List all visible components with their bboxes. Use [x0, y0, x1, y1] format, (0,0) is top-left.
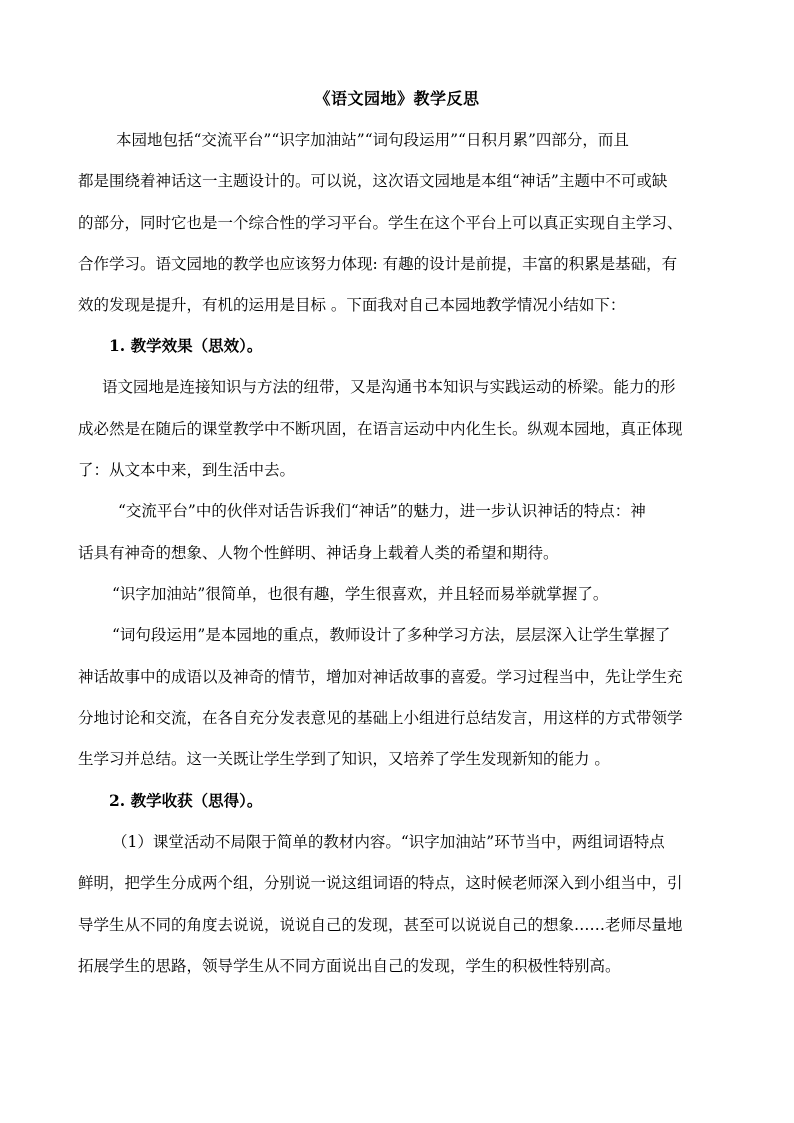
- section-heading-2: 2. 教学收获（思得）。: [109, 791, 263, 810]
- paragraph-line: 都是围绕着神话这一主题设计的。可以说，这次语文园地是本组“神话”主题中不可或缺: [78, 172, 668, 190]
- paragraph-line: 分地讨论和交流，在各自充分发表意见的基础上小组进行总结发言，用这样的方式带领学: [78, 709, 683, 727]
- paragraph-line: 生学习并总结。这一关既让学生学到了知识，又培养了学生发现新知的能力 。: [78, 750, 610, 768]
- paragraph-line: 本园地包括“交流平台”“识字加油站”“词句段运用”“日积月累”四部分，而且: [116, 131, 629, 149]
- paragraph-line: 的部分，同时它也是一个综合性的学习平台。学生在这个平台上可以真正实现自主学习、: [78, 214, 683, 232]
- paragraph-line: 语文园地是连接知识与方法的纽带，又是沟通书本知识与实践运动的桥梁。能力的形: [102, 378, 676, 396]
- paragraph-line: 拓展学生的思路，领导学生从不同方面说出自己的发现，学生的积极性特别高。: [78, 957, 621, 975]
- paragraph-line: 效的发现是提升，有机的运用是目标 。下面我对自己本园地教学情况小结如下：: [78, 296, 626, 314]
- paragraph-line: 导学生从不同的角度去说说，说说自己的发现，甚至可以说说自己的想象……老师尽量地: [78, 916, 683, 934]
- document-title: 《语文园地》教学反思: [314, 89, 480, 108]
- paragraph-line: 鲜明，把学生分成两个组，分别说一说这组词语的特点，这时候老师深入到小组当中，引: [78, 874, 683, 892]
- paragraph-line: 了：从文本中来，到生活中去。: [78, 461, 296, 479]
- paragraph-line: “词句段运用”是本园地的重点，教师设计了多种学习方法，层层深入让学生掌握了: [112, 626, 671, 644]
- paragraph-line: “识字加油站”很简单，也很有趣，学生很喜欢，并且轻而易举就掌握了。: [112, 585, 609, 603]
- paragraph-line: 话具有神奇的想象、人物个性鲜明、神话身上载着人类的希望和期待。: [78, 544, 559, 562]
- section-heading-1: 1. 教学效果（思效）。: [109, 336, 263, 355]
- paragraph-line: “交流平台”中的伙伴对话告诉我们“神话”的魅力，进一步认识神话的特点：神: [118, 502, 646, 520]
- paragraph-line: 神话故事中的成语以及神奇的情节，增加对神话故事的喜爱。学习过程当中，先让学生充: [78, 668, 683, 686]
- paragraph-line: 成必然是在随后的课堂教学中不断巩固，在语言运动中内化生长。纵观本园地，真正体现: [78, 420, 683, 438]
- paragraph-line: 合作学习。语文园地的教学也应该努力体现: 有趣的设计是前提，丰富的积累是基础，有: [78, 255, 678, 273]
- paragraph-line: （1）课堂活动不局限于简单的教材内容。“识字加油站”环节当中，两组词语特点: [112, 833, 665, 851]
